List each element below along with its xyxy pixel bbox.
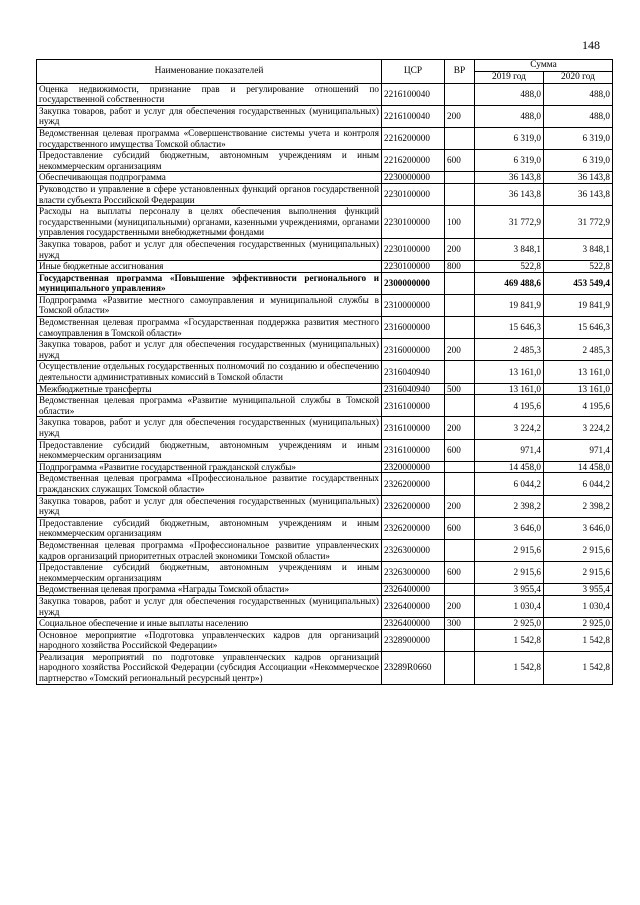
row-name: Предоставление субсидий бюджетным, автономным учреждениям и иным некоммерческим организациям <box>37 439 382 461</box>
row-sum-2020: 488,0 <box>544 105 613 127</box>
row-sum-2020: 2 915,6 <box>544 539 613 561</box>
row-sum-2019: 1 542,8 <box>475 651 544 684</box>
header-year-2020: 2020 год <box>544 72 613 84</box>
row-sum-2020: 13 161,0 <box>544 383 613 395</box>
table-row <box>37 150 613 172</box>
table-row <box>37 183 613 205</box>
row-name: Закупка товаров, работ и услуг для обеспечения государственных (муниципальных) нужд <box>37 339 382 361</box>
row-vr: 800 <box>445 261 475 273</box>
row-name: Реализация мероприятий по подготовке управленческих кадров организаций народного хозяйства Российской Федерации (субсидия Ассоциации «Некоммерческое партнерство «Томский региональный ресурсный центр») <box>37 651 382 684</box>
row-name: Закупка товаров, работ и услуг для обеспечения государственных (муниципальных) нужд <box>37 595 382 617</box>
row-csr: 2320000000 <box>382 461 445 473</box>
row-sum-2020: 3 848,1 <box>544 238 613 260</box>
table-row <box>37 127 613 149</box>
row-sum-2020: 6 319,0 <box>544 127 613 149</box>
row-vr: 200 <box>445 339 475 361</box>
row-vr: 100 <box>445 206 475 239</box>
row-name: Закупка товаров, работ и услуг для обеспечения государственных (муниципальных) нужд <box>37 495 382 517</box>
row-name: Ведомственная целевая программа «Профессиональное развитие управленческих кадров организаций приоритетных отраслей экономики Томской области» <box>37 539 382 561</box>
header-sum: Сумма <box>475 60 613 72</box>
row-vr <box>445 539 475 561</box>
row-sum-2019: 6 319,0 <box>475 150 544 172</box>
row-vr <box>445 361 475 383</box>
row-name: Межбюджетные трансферты <box>37 383 382 395</box>
row-sum-2019: 15 646,3 <box>475 317 544 339</box>
table-row <box>37 618 613 630</box>
row-vr: 200 <box>445 105 475 127</box>
row-sum-2019: 4 195,6 <box>475 395 544 417</box>
row-sum-2019: 13 161,0 <box>475 361 544 383</box>
row-vr <box>445 127 475 149</box>
row-name: Закупка товаров, работ и услуг для обеспечения государственных (муниципальных) нужд <box>37 238 382 260</box>
row-name: Оценка недвижимости, признание прав и регулирование отношений по государственной собственности <box>37 83 382 105</box>
row-sum-2020: 971,4 <box>544 439 613 461</box>
row-csr: 2216200000 <box>382 150 445 172</box>
table-row <box>37 495 613 517</box>
row-name: Подпрограмма «Развитие местного самоуправления и муниципальной службы в Томской области» <box>37 294 382 316</box>
row-sum-2019: 1 030,4 <box>475 595 544 617</box>
row-sum-2019: 971,4 <box>475 439 544 461</box>
row-sum-2020: 15 646,3 <box>544 317 613 339</box>
row-vr: 200 <box>445 238 475 260</box>
row-name: Предоставление субсидий бюджетным, автономным учреждениям и иным некоммерческим организациям <box>37 562 382 584</box>
table-row <box>37 461 613 473</box>
row-vr: 600 <box>445 439 475 461</box>
row-sum-2019: 6 044,2 <box>475 473 544 495</box>
row-sum-2019: 36 143,8 <box>475 172 544 184</box>
row-vr <box>445 473 475 495</box>
row-sum-2019: 2 925,0 <box>475 618 544 630</box>
table-row <box>37 562 613 584</box>
row-vr <box>445 584 475 596</box>
row-sum-2020: 1 030,4 <box>544 595 613 617</box>
row-sum-2019: 522,8 <box>475 261 544 273</box>
row-sum-2019: 488,0 <box>475 105 544 127</box>
row-sum-2019: 3 848,1 <box>475 238 544 260</box>
table-row <box>37 629 613 651</box>
row-sum-2020: 522,8 <box>544 261 613 273</box>
row-vr: 600 <box>445 150 475 172</box>
table-row <box>37 294 613 316</box>
table-row <box>37 439 613 461</box>
row-csr: 2326400000 <box>382 584 445 596</box>
row-csr: 2230100000 <box>382 238 445 260</box>
row-name: Осуществление отдельных государственных полномочий по созданию и обеспечению деятельности административных комиссий в Томской области <box>37 361 382 383</box>
row-name: Закупка товаров, работ и услуг для обеспечения государственных (муниципальных) нужд <box>37 417 382 439</box>
row-csr: 2230000000 <box>382 172 445 184</box>
table-row <box>37 539 613 561</box>
row-name: Основное мероприятие «Подготовка управленческих кадров для организаций народного хозяйства Российской Федерации» <box>37 629 382 651</box>
row-sum-2019: 2 485,3 <box>475 339 544 361</box>
row-sum-2019: 31 772,9 <box>475 206 544 239</box>
row-csr: 2316040940 <box>382 383 445 395</box>
table-row <box>37 517 613 539</box>
row-vr <box>445 317 475 339</box>
row-csr: 2326300000 <box>382 562 445 584</box>
row-sum-2019: 1 542,8 <box>475 629 544 651</box>
row-vr <box>445 651 475 684</box>
row-name: Закупка товаров, работ и услуг для обеспечения государственных (муниципальных) нужд <box>37 105 382 127</box>
table-row <box>37 473 613 495</box>
row-csr: 23289R0660 <box>382 651 445 684</box>
row-vr <box>445 183 475 205</box>
row-sum-2020: 1 542,8 <box>544 651 613 684</box>
row-name: Государственная программа «Повышение эффективности регионального и муниципального управления» <box>37 272 382 294</box>
row-sum-2019: 36 143,8 <box>475 183 544 205</box>
table-row <box>37 317 613 339</box>
row-sum-2020: 488,0 <box>544 83 613 105</box>
budget-table <box>36 59 613 685</box>
row-csr: 2300000000 <box>382 272 445 294</box>
row-sum-2020: 2 925,0 <box>544 618 613 630</box>
row-vr: 200 <box>445 495 475 517</box>
row-csr: 2216100040 <box>382 83 445 105</box>
row-csr: 2326200000 <box>382 517 445 539</box>
row-name: Подпрограмма «Развитие государственной гражданской службы» <box>37 461 382 473</box>
table-row <box>37 83 613 105</box>
row-name: Ведомственная целевая программа «Награды Томской области» <box>37 584 382 596</box>
row-vr: 600 <box>445 517 475 539</box>
table-row <box>37 383 613 395</box>
row-name: Расходы на выплаты персоналу в целях обеспечения выполнения функций государственными (муниципальными) органами, казенными учреждениями, органами управления государственными внебюджетными фондами <box>37 206 382 239</box>
table-row <box>37 361 613 383</box>
row-vr: 200 <box>445 417 475 439</box>
row-sum-2020: 14 458,0 <box>544 461 613 473</box>
row-vr <box>445 629 475 651</box>
table-row <box>37 651 613 684</box>
row-csr: 2316000000 <box>382 339 445 361</box>
row-sum-2019: 3 224,2 <box>475 417 544 439</box>
row-vr: 500 <box>445 383 475 395</box>
row-csr: 2230100000 <box>382 183 445 205</box>
row-csr: 2230100000 <box>382 206 445 239</box>
page-number: 148 <box>582 38 600 52</box>
row-sum-2019: 2 915,6 <box>475 539 544 561</box>
row-name: Ведомственная целевая программа «Государственная поддержка развития местного самоуправления в Томской области» <box>37 317 382 339</box>
row-sum-2020: 1 542,8 <box>544 629 613 651</box>
table-row <box>37 595 613 617</box>
row-sum-2020: 6 044,2 <box>544 473 613 495</box>
row-csr: 2216100040 <box>382 105 445 127</box>
table-row <box>37 172 613 184</box>
table-row <box>37 339 613 361</box>
table-row <box>37 395 613 417</box>
row-sum-2020: 6 319,0 <box>544 150 613 172</box>
row-sum-2020: 19 841,9 <box>544 294 613 316</box>
row-sum-2020: 3 224,2 <box>544 417 613 439</box>
row-sum-2020: 36 143,8 <box>544 172 613 184</box>
table-body <box>37 83 613 684</box>
table-row <box>37 206 613 239</box>
row-csr: 2326200000 <box>382 495 445 517</box>
row-csr: 2326300000 <box>382 539 445 561</box>
table-row <box>37 584 613 596</box>
row-sum-2019: 13 161,0 <box>475 383 544 395</box>
row-sum-2020: 4 195,6 <box>544 395 613 417</box>
row-name: Ведомственная целевая программа «Совершенствование системы учета и контроля государственного имущества Томской области» <box>37 127 382 149</box>
row-sum-2020: 2 398,2 <box>544 495 613 517</box>
row-sum-2020: 2 485,3 <box>544 339 613 361</box>
row-sum-2019: 2 915,6 <box>475 562 544 584</box>
table-row <box>37 261 613 273</box>
row-sum-2019: 6 319,0 <box>475 127 544 149</box>
row-sum-2020: 453 549,4 <box>544 272 613 294</box>
row-name: Руководство и управление в сфере установленных функций органов государственной власти субъекта Российской Федерации <box>37 183 382 205</box>
row-name: Иные бюджетные ассигнования <box>37 261 382 273</box>
row-name: Ведомственная целевая программа «Развитие муниципальной службы в Томской области» <box>37 395 382 417</box>
row-sum-2019: 14 458,0 <box>475 461 544 473</box>
row-vr: 200 <box>445 595 475 617</box>
row-vr: 600 <box>445 562 475 584</box>
row-name: Предоставление субсидий бюджетным, автономным учреждениям и иным некоммерческим организациям <box>37 517 382 539</box>
row-sum-2019: 488,0 <box>475 83 544 105</box>
row-sum-2020: 13 161,0 <box>544 361 613 383</box>
table-row <box>37 417 613 439</box>
row-csr: 2310000000 <box>382 294 445 316</box>
row-csr: 2326400000 <box>382 618 445 630</box>
row-vr <box>445 395 475 417</box>
row-csr: 2316000000 <box>382 317 445 339</box>
row-vr <box>445 272 475 294</box>
row-vr <box>445 172 475 184</box>
header-vr: ВР <box>445 60 475 84</box>
row-csr: 2328900000 <box>382 629 445 651</box>
row-sum-2019: 19 841,9 <box>475 294 544 316</box>
row-sum-2020: 31 772,9 <box>544 206 613 239</box>
row-name: Обеспечивающая подпрограмма <box>37 172 382 184</box>
row-sum-2020: 3 955,4 <box>544 584 613 596</box>
row-name: Предоставление субсидий бюджетным, автономным учреждениям и иным некоммерческим организациям <box>37 150 382 172</box>
row-csr: 2316100000 <box>382 439 445 461</box>
row-vr <box>445 294 475 316</box>
row-sum-2020: 36 143,8 <box>544 183 613 205</box>
header-csr: ЦСР <box>382 60 445 84</box>
table-row <box>37 272 613 294</box>
row-sum-2020: 3 646,0 <box>544 517 613 539</box>
table-row <box>37 238 613 260</box>
row-sum-2020: 2 915,6 <box>544 562 613 584</box>
header-name: Наименование показателей <box>37 60 382 84</box>
row-sum-2019: 3 955,4 <box>475 584 544 596</box>
row-csr: 2216200000 <box>382 127 445 149</box>
row-sum-2019: 469 488,6 <box>475 272 544 294</box>
table-row <box>37 105 613 127</box>
row-csr: 2316100000 <box>382 417 445 439</box>
row-csr: 2316040940 <box>382 361 445 383</box>
row-vr <box>445 461 475 473</box>
header-year-2019: 2019 год <box>475 72 544 84</box>
row-sum-2019: 2 398,2 <box>475 495 544 517</box>
row-name: Ведомственная целевая программа «Профессиональное развитие государственных гражданских служащих Томской области» <box>37 473 382 495</box>
row-csr: 2316100000 <box>382 395 445 417</box>
row-name: Социальное обеспечение и иные выплаты населению <box>37 618 382 630</box>
row-csr: 2326400000 <box>382 595 445 617</box>
row-sum-2019: 3 646,0 <box>475 517 544 539</box>
row-vr <box>445 83 475 105</box>
row-csr: 2326200000 <box>382 473 445 495</box>
row-csr: 2230100000 <box>382 261 445 273</box>
row-vr: 300 <box>445 618 475 630</box>
